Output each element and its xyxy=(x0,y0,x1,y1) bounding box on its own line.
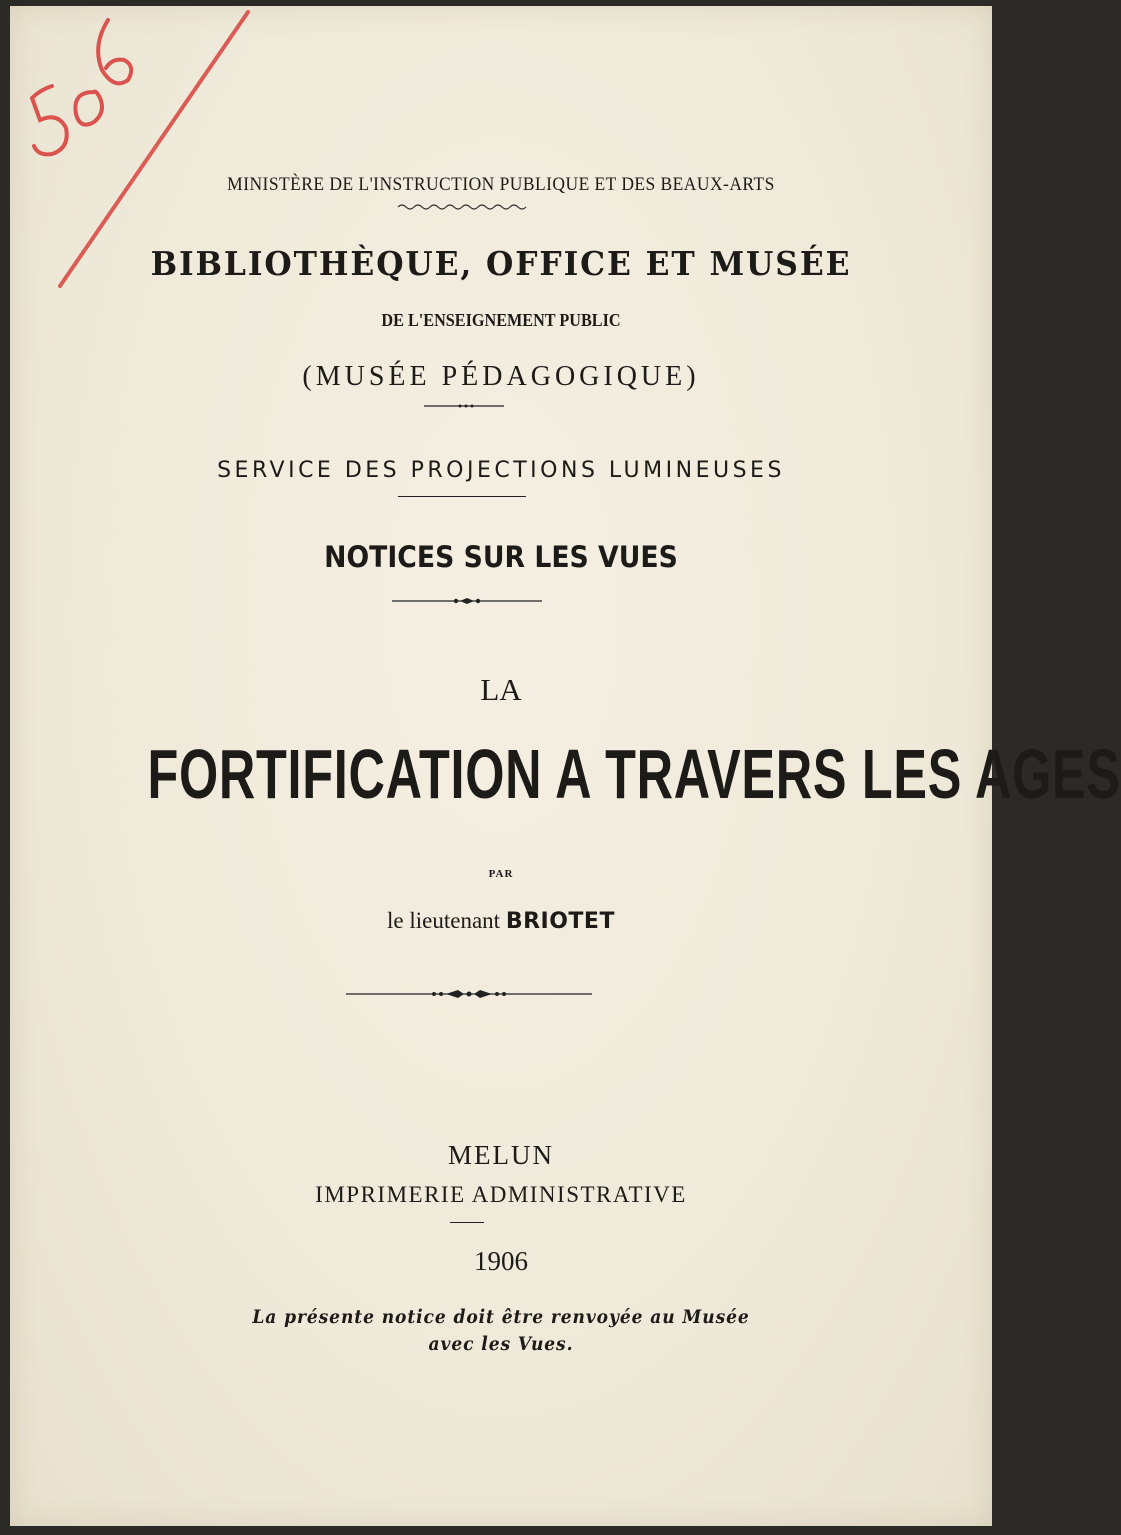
flourish-rule-ornament xyxy=(346,988,592,1000)
imprint-printer: IMPRIMERIE ADMINISTRATIVE xyxy=(315,1182,687,1207)
short-rule xyxy=(450,1222,484,1223)
institution-subtitle: DE L'ENSEIGNEMENT PUBLIC xyxy=(381,310,621,330)
small-rule-ornament xyxy=(424,402,504,410)
institution-title: BIBLIOTHÈQUE, OFFICE ET MUSÉE xyxy=(150,244,852,283)
return-notice-line2: avec les Vues. xyxy=(428,1333,574,1355)
main-title: FORTIFICATION A TRAVERS LES AGES xyxy=(147,735,1121,813)
wavy-rule-ornament xyxy=(398,202,528,212)
divider-rule xyxy=(398,496,526,497)
author-line xyxy=(10,908,992,934)
imprint-year: 1906 xyxy=(474,1246,528,1276)
museum-name: (MUSÉE PÉDAGOGIQUE) xyxy=(302,361,700,392)
dot-rule-ornament xyxy=(392,596,542,606)
author-rank: le lieutenant xyxy=(387,908,501,933)
imprint-city: MELUN xyxy=(448,1140,554,1170)
ministry-heading: MINISTÈRE DE L'INSTRUCTION PUBLIQUE ET DES BEAUX-ARTS xyxy=(227,174,775,195)
author-name: BRIOTET xyxy=(505,909,615,934)
return-notice-line1: La présente notice doit être renvoyée au Musée xyxy=(252,1306,750,1328)
title-page xyxy=(10,6,1121,1526)
service-heading: SERVICE DES PROJECTIONS LUMINEUSES xyxy=(217,458,785,483)
series-heading: NOTICES SUR LES VUES xyxy=(324,540,678,574)
title-article: LA xyxy=(480,672,522,707)
by-label: PAR xyxy=(488,868,514,880)
